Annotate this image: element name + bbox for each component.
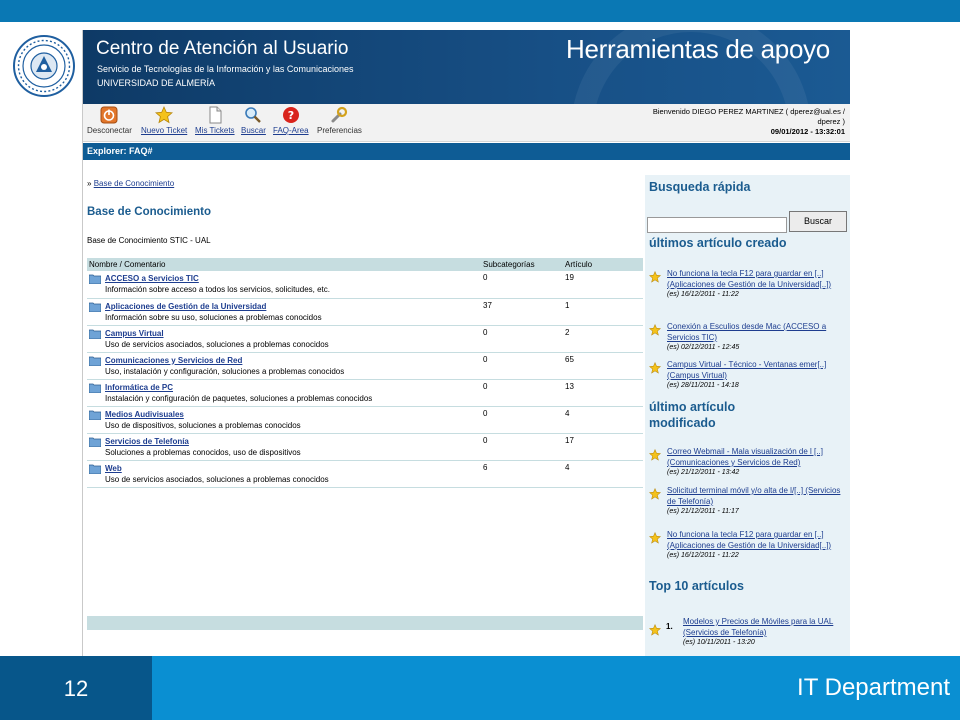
- folder-icon: [89, 274, 101, 284]
- table-row: [87, 325, 643, 352]
- table-row: [87, 406, 643, 433]
- article-meta: (es) 28/11/2011 - 14:18: [667, 382, 739, 389]
- article-meta: (es) 21/12/2011 - 13:42: [667, 469, 740, 476]
- faq-area-button[interactable]: [273, 106, 309, 135]
- sidebar: [645, 175, 850, 656]
- my-tickets-button[interactable]: [195, 106, 235, 135]
- logout-button[interactable]: [87, 106, 132, 135]
- latest-created-title: últimos artículo creado: [649, 236, 787, 250]
- article-count: 4: [565, 408, 570, 418]
- star-icon: [155, 106, 173, 124]
- category-comment: Uso de dispositivos, soluciones a problemas conocidos: [105, 420, 301, 430]
- quick-search-button[interactable]: Buscar: [789, 211, 847, 232]
- quick-search-input[interactable]: [647, 217, 787, 233]
- logout-label: Desconectar: [87, 126, 132, 135]
- category-comment: Información sobre acceso a todos los servicios, solicitudes, etc.: [105, 285, 330, 294]
- article-count: 2: [565, 327, 570, 337]
- article-count: 13: [565, 381, 574, 391]
- document-icon: [206, 106, 224, 124]
- page-number: 12: [63, 676, 89, 701]
- subcategory-count: 0: [483, 381, 488, 391]
- subcategory-count: 37: [483, 300, 492, 310]
- category-comment: Instalación y configuración de paquetes, soluciones a problemas conocidos: [105, 393, 373, 403]
- list-item: [649, 268, 849, 300]
- subcategory-count: 6: [483, 462, 488, 472]
- list-item: [649, 529, 849, 561]
- category-link[interactable]: Campus Virtual: [105, 328, 164, 338]
- article-link[interactable]: No funciona la tecla F12 para guardar en [..] (Aplicaciones de Gestión de la Universidad[..]): [667, 530, 832, 550]
- latest-modified-title-line-2: modificado: [649, 416, 716, 430]
- list-item: [649, 446, 849, 478]
- search-tool-label: Buscar: [241, 126, 266, 135]
- app-organization: UNIVERSIDAD DE ALMERÍA: [97, 78, 216, 88]
- breadcrumb-separator: »: [87, 179, 92, 188]
- folder-icon: [89, 410, 101, 420]
- new-ticket-button[interactable]: [141, 106, 187, 135]
- category-comment: Uso de servicios asociados, soluciones a problemas conocidos: [105, 474, 329, 484]
- magnifier-icon: [244, 106, 262, 124]
- preferences-button[interactable]: [317, 106, 362, 135]
- latest-modified-title: [649, 399, 735, 431]
- column-header-subcategories[interactable]: Subcategorías: [481, 258, 563, 271]
- star-icon: [649, 624, 661, 636]
- slide-title: Herramientas de apoyo: [566, 34, 830, 64]
- category-link[interactable]: Web: [105, 463, 122, 473]
- article-count: 1: [565, 300, 570, 310]
- category-cell: [87, 406, 481, 433]
- table-row: [87, 352, 643, 379]
- app-screenshot: [82, 30, 850, 656]
- folder-icon: [89, 329, 101, 339]
- breadcrumb: [87, 179, 174, 188]
- preferences-label: Preferencias: [317, 126, 362, 135]
- folder-icon: [89, 437, 101, 447]
- top10-title: Top 10 artículos: [649, 579, 744, 593]
- category-comment: Uso, instalación y configuración, soluciones a problemas conocidos: [105, 366, 345, 376]
- category-link[interactable]: Medios Audivisuales: [105, 409, 184, 419]
- category-cell: [87, 352, 481, 379]
- article-meta: (es) 21/12/2011 - 11:17: [667, 508, 739, 515]
- list-item: [649, 616, 849, 648]
- folder-icon: [89, 356, 101, 366]
- category-link[interactable]: Informática de PC: [105, 382, 174, 392]
- column-header-name[interactable]: Nombre / Comentario: [87, 258, 481, 271]
- footer-department: IT Department: [797, 674, 950, 701]
- category-cell: [87, 460, 481, 487]
- top-strip: [0, 0, 960, 22]
- kb-description: Base de Conocimiento STIC - UAL: [87, 236, 211, 245]
- star-icon: [649, 362, 661, 374]
- breadcrumb-link-kb[interactable]: Base de Conocimiento: [93, 179, 175, 188]
- article-count: 19: [565, 273, 574, 282]
- table-row: [87, 379, 643, 406]
- article-link[interactable]: Correo Webmail - Mala visualización de l [..] (Comunicaciones y Servicios de Red): [667, 447, 823, 467]
- category-cell: [87, 379, 481, 406]
- welcome-info: [615, 107, 845, 137]
- star-icon: [649, 271, 661, 283]
- app-subtitle: Servicio de Tecnologías de la Información y las Comunicaciones: [97, 64, 354, 74]
- category-cell: [87, 271, 481, 298]
- toolbar: [83, 104, 850, 142]
- explorer-bar: Explorer: FAQ#: [83, 143, 850, 160]
- wrench-icon: [330, 106, 348, 124]
- folder-icon: [89, 383, 101, 393]
- welcome-line-1: Bienvenido DIEGO PEREZ MARTINEZ ( dperez@ual.es /: [652, 107, 845, 116]
- category-link[interactable]: Servicios de Telefonía: [105, 436, 189, 446]
- power-icon: [100, 106, 118, 124]
- star-icon: [649, 449, 661, 461]
- category-cell: [87, 433, 481, 460]
- search-tool-button[interactable]: [241, 106, 266, 135]
- table-header-row: [87, 258, 643, 271]
- app-title: Centro de Atención al Usuario: [96, 38, 349, 59]
- table-row: [87, 271, 643, 298]
- quick-search-title: Busqueda rápida: [649, 180, 751, 194]
- table-row: [87, 433, 643, 460]
- article-link[interactable]: Modelos y Precios de Móviles para la UAL (Servicios de Telefonía): [683, 617, 834, 637]
- article-meta: (es) 16/12/2011 - 11:22: [667, 291, 739, 298]
- knowledge-base-pane: [83, 161, 643, 656]
- article-meta: (es) 10/11/2011 - 13:20: [683, 639, 755, 646]
- kb-category-table: [87, 258, 643, 488]
- subcategory-count: 0: [483, 408, 488, 418]
- article-link[interactable]: Conexión a Esculios desde Mac (ACCESO a Servicios TIC): [667, 322, 827, 342]
- table-footer: [87, 616, 643, 630]
- latest-modified-title-line-1: último artículo: [649, 400, 736, 414]
- list-item: [649, 321, 849, 353]
- article-link[interactable]: Campus Virtual - Técnico - Ventanas emer[..] (Campus Virtual): [667, 360, 827, 380]
- help-icon: [282, 106, 300, 124]
- category-link[interactable]: ACCESO a Servicios TIC: [105, 274, 199, 283]
- article-count: 4: [565, 462, 570, 472]
- article-link[interactable]: Solicitud terminal móvil y/o alta de l/[..] (Servicios de Telefonía): [667, 486, 841, 506]
- category-link[interactable]: Aplicaciones de Gestión de la Universidad: [105, 301, 267, 311]
- subcategory-count: 0: [483, 435, 488, 445]
- category-comment: Información sobre su uso, soluciones a problemas conocidos: [105, 312, 322, 322]
- subcategory-count: 0: [483, 327, 488, 337]
- subcategory-count: 0: [483, 273, 488, 282]
- my-tickets-label: Mis Tickets: [195, 126, 235, 135]
- university-seal-icon: [12, 34, 76, 98]
- category-comment: Uso de servicios asociados, soluciones a problemas conocidos: [105, 339, 329, 349]
- list-item: [649, 485, 849, 517]
- article-link[interactable]: No funciona la tecla F12 para guardar en [..] (Aplicaciones de Gestión de la Universidad[..]): [667, 269, 832, 289]
- category-link[interactable]: Comunicaciones y Servicios de Red: [105, 355, 243, 365]
- column-header-articles[interactable]: Artículo: [563, 258, 643, 271]
- star-icon: [649, 324, 661, 336]
- article-meta: (es) 02/12/2011 - 12:45: [667, 344, 740, 351]
- list-item: [649, 359, 849, 391]
- kb-title: Base de Conocimiento: [87, 206, 211, 218]
- category-cell: [87, 298, 481, 325]
- article-meta: (es) 16/12/2011 - 11:22: [667, 552, 739, 559]
- top10-rank: 1.: [666, 622, 673, 631]
- star-icon: [649, 532, 661, 544]
- article-count: 17: [565, 435, 574, 445]
- category-comment: Soluciones a problemas conocidos, uso de dispositivos: [105, 447, 301, 457]
- table-row: [87, 298, 643, 325]
- welcome-line-2: dperez ): [817, 117, 845, 126]
- new-ticket-label: Nuevo Ticket: [141, 126, 188, 135]
- svg-text:?: ?: [287, 109, 294, 122]
- article-count: 65: [565, 354, 574, 364]
- session-datetime: 09/01/2012 - 13:32:01: [770, 127, 845, 136]
- folder-icon: [89, 464, 101, 474]
- table-row: [87, 460, 643, 487]
- faq-area-label: FAQ-Area: [273, 126, 309, 135]
- category-cell: [87, 325, 481, 352]
- star-icon: [649, 488, 661, 500]
- subcategory-count: 0: [483, 354, 488, 364]
- folder-icon: [89, 302, 101, 312]
